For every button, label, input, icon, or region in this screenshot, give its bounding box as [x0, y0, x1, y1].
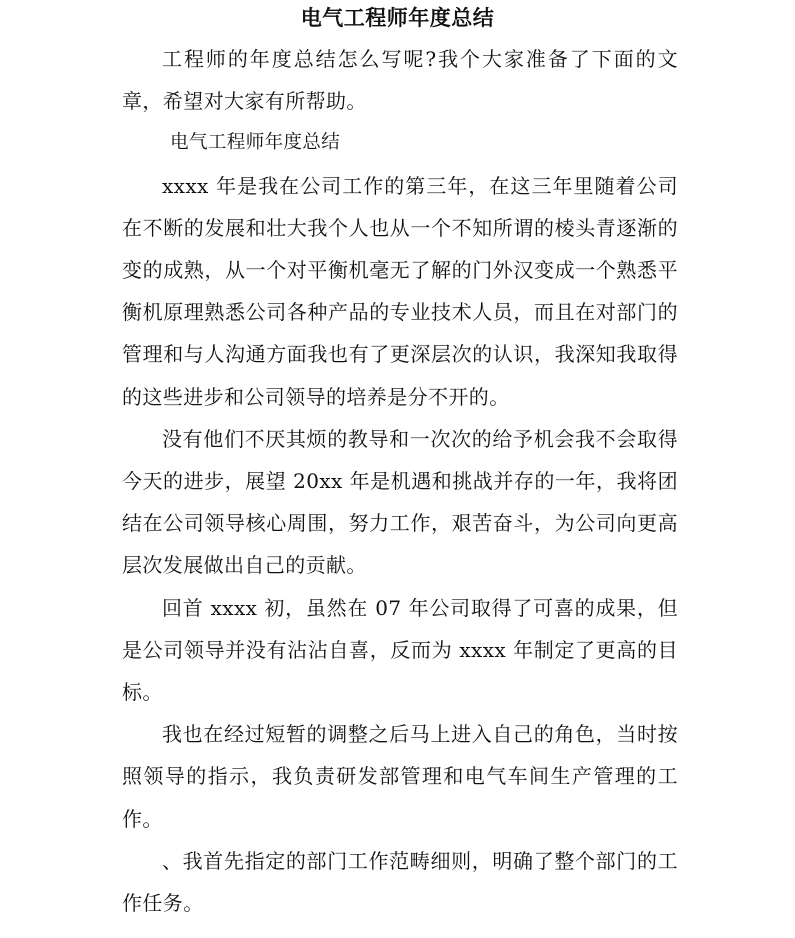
paragraph-subheading: 电气工程师年度总结 [170, 132, 341, 154]
document-body [122, 38, 678, 924]
paragraph-body: xxxx 年是我在公司工作的第三年，在这三年里随着公司在不断的发展和壮大我个人也从一个不知所谓的棱头青逐渐的变的成熟，从一个对平衡机毫无了解的门外汉变成一个熟悉平衡机原理熟悉公司各种产品的专业技术人员，而且在对部门的管理和与人沟通方面我也有了更深层次的认识，我深知我取得的这些进步和公司领导的培养是分不开的。 [122, 173, 678, 409]
paragraph-intro: 工程师的年度总结怎么写呢?我个大家准备了下面的文章，希望对大家有所帮助。 [122, 47, 678, 114]
paragraph-body: 我也在经过短暂的调整之后马上进入自己的角色，当时按照领导的指示，我负责研发部管理和电气车间生产管理的工作。 [122, 722, 678, 831]
paragraph-body: 、我首先指定的部门工作范畴细则，明确了整个部门的工作任务。 [122, 848, 678, 916]
paragraph-body: 没有他们不厌其烦的教导和一次次的给予机会我不会取得今天的进步，展望 20xx 年是机遇和挑战并存的一年，我将团结在公司领导核心周围，努力工作，艰苦奋斗，为公司向更高层次发展做出自己的贡献。 [122, 426, 678, 578]
paragraph-body: 回首 xxxx 初，虽然在 07 年公司取得了可喜的成果，但是公司领导并没有沾沾自喜，反而为 xxxx 年制定了更高的目标。 [122, 595, 678, 705]
document-title: 电气工程师年度总结 [300, 6, 495, 30]
